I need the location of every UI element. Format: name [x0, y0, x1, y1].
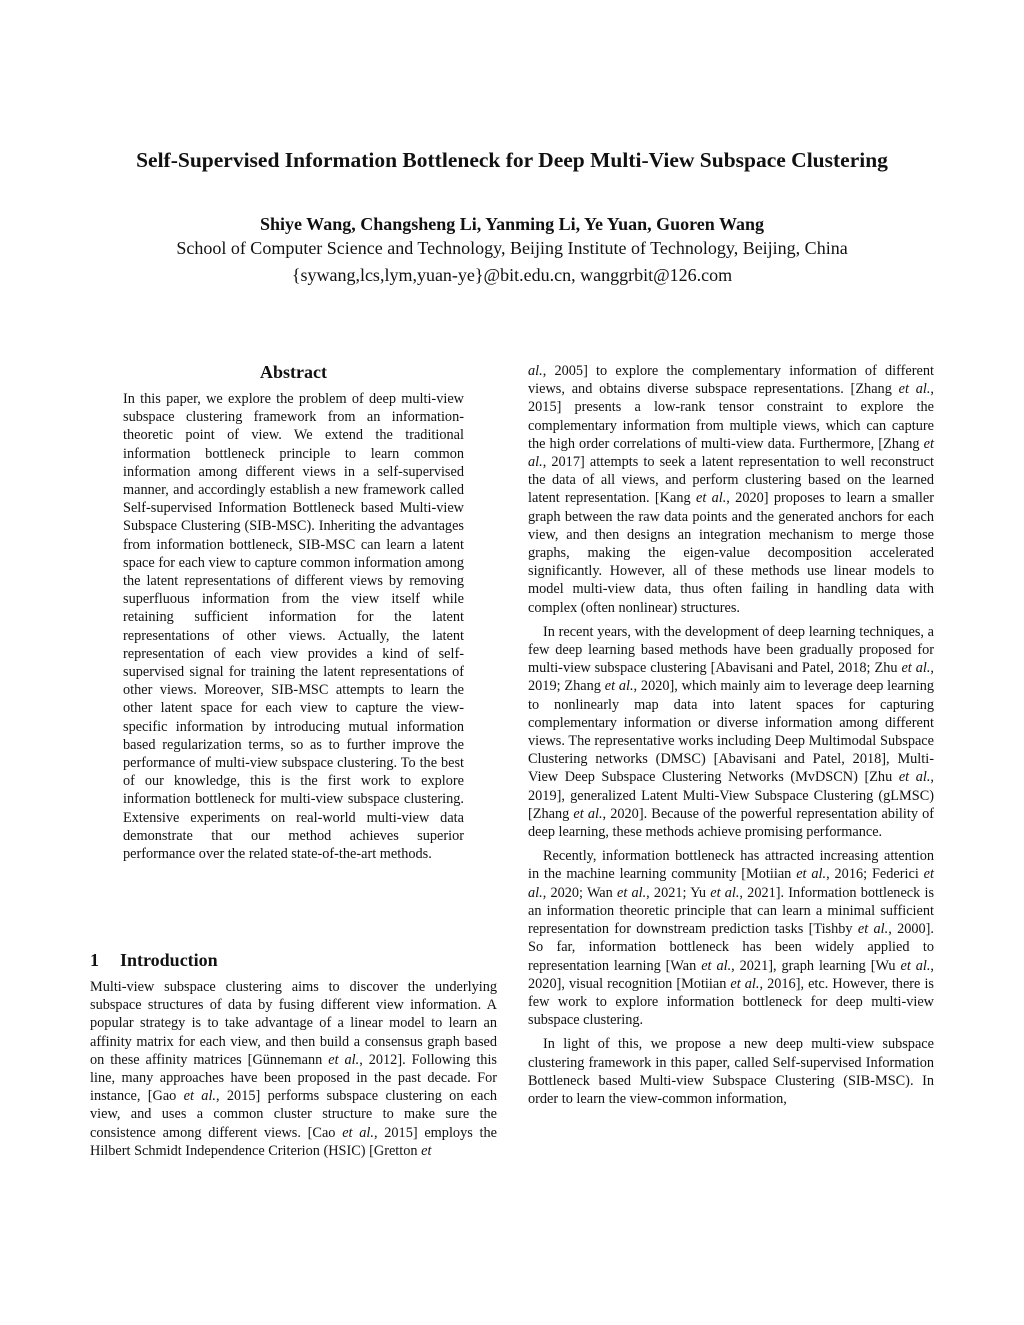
paragraph: In recent years, with the development of deep learning techniques, a few deep learning based methods have been gradually proposed for multi-view subspace clustering [Abavisani and Patel, 2018; Zhu et al., 2019; Zhang et al., 2020], which mainly aim to leverage deep learning to nonlinearly map data into latent spaces for capturing complementary information or diverse information among different views. The representative works including Deep Multimodal Subspace Clustering networks (DMSC) [Abavisani and Patel, 2018], Multi-View Deep Subspace Clustering Networks (MvDSCN) [Zhu et al., 2019], generalized Latent Multi-View Subspace Clustering (gLMSC) [Zhang et al., 2020]. Because of the powerful representation ability of deep learning, these methods achieve promising performance.	[528, 623, 935, 841]
italic-text: et al.	[701, 957, 732, 974]
italic-text: et al.	[898, 381, 931, 398]
italic-text: et al.	[730, 975, 760, 992]
italic-text: et al.	[604, 678, 634, 695]
italic-text: et al.	[857, 921, 889, 938]
affiliation: School of Computer Science and Technology, Beijing Institute of Technology, Beijing, China	[176, 238, 848, 258]
italic-text: et al.	[796, 866, 827, 883]
abstract-text: In this paper, we explore the problem of deep multi-view subspace clustering framework from an information-theoretic point of view. We extend the traditional information bottleneck principle to learn common information among different views in a self-supervised manner, and accordingly establish a new framework called Self-supervised Information Bottleneck based Multi-view Subspace Clustering (SIB-MSC). Inheriting the advantages from information bottleneck, SIB-MSC can learn a latent space for each view to capture common information among the latent representations of different views by removing superfluous information from the view itself while retaining sufficient information for the latent representations of other views. Actually, the latent representation of each view provides a kind of self-supervised signal for training the latent representations of other views. Moreover, SIB-MSC attempts to learn the other latent space for each view to capture the view-specific information by introducing mutual information based regularization terms, so as to further improve the performance of multi-view subspace clustering. To the best of our knowledge, this is the first work to explore information bottleneck for multi-view subspace clustering. Extensive experiments on real-world multi-view data demonstrate that our method achieves superior performance over the related state-of-the-art methods.	[123, 391, 464, 863]
section-number: 1	[90, 950, 99, 970]
italic-text: et al.	[183, 1088, 216, 1105]
italic-text: et al.	[710, 884, 740, 901]
italic-text: et al.	[342, 1124, 374, 1141]
italic-text: et al.	[573, 805, 603, 822]
author-emails: {sywang,lcs,lym,yuan-ye}@bit.edu.cn, wanggrbit@126.com	[291, 265, 733, 285]
section-title: Introduction	[120, 950, 218, 970]
paragraph: Multi-view subspace clustering aims to discover the underlying subspace structures of data by fusing different view information. A popular strategy is to take advantage of a linear model to learn an affinity matrix for each view, and then build a consensus graph based on these affinity matrices [Günnemann et al., 2012]. Following this line, many approaches have been proposed in the past decade. For instance, [Gao et al., 2015] performs subspace clustering on each view, and uses a common cluster structure to make sure the consistence among different views. [Cao et al., 2015] employs the Hilbert Schmidt Independence Criterion (HSIC) [Gretton et	[90, 979, 497, 1159]
italic-text: al.	[528, 363, 543, 379]
italic-text: et al.	[898, 769, 931, 786]
paragraph: In light of this, we propose a new deep multi-view subspace clustering framework in this paper, called Self-supervised Information Bottleneck based Multi-view Subspace Clustering (SIB-MSC). In order to learn the view-common information,	[528, 1036, 934, 1107]
author-list: Shiye Wang, Changsheng Li, Yanming Li, Ye Yuan, Guoren Wang	[260, 214, 764, 234]
italic-text: et al.	[328, 1051, 360, 1068]
abstract-heading: Abstract	[260, 362, 327, 382]
paper-title: Self-Supervised Information Bottleneck for Deep Multi-View Subspace Clustering	[136, 148, 888, 172]
italic-text: et al.	[616, 884, 647, 901]
section-heading	[90, 948, 497, 972]
intro-paragraph-1	[90, 978, 497, 1160]
paragraph: Recently, information bottleneck has attracted increasing attention in the machine learning community [Motiian et al., 2016; Federici et al., 2020; Wan et al., 2021; Yu et al., 2021]. Information bottleneck is an information theoretic principle that can learn a minimal sufficient representation for downstream prediction tasks [Tishby et al., 2000]. So far, information bottleneck has been widely applied to representation learning [Wan et al., 2021], graph learning [Wu et al., 2020], visual recognition [Motiian et al., 2016], etc. However, there is few work to explore information bottleneck for deep multi-view subspace clustering.	[528, 848, 935, 1029]
paragraph: al., 2005] to explore the complementary information of different views, and obtains diverse subspace representations. [Zhang et al., 2015] presents a low-rank tensor constraint to explore the complementary information from multiple views, which can capture the high order correlations of multi-view data. Furthermore, [Zhang et al., 2017] attempts to seek a latent representation to well reconstruct the data of all views, and perform clustering based on the learned latent representation. [Kang et al., 2020] proposes to learn a smaller graph between the raw data points and the generated anchors for each view, and then designs an integration mechanism to merge those graphs, making the eigen-value decomposition accelerated significantly. However, all of these methods use linear models to model multi-view data, thus often failing in handling data with complex (often nonlinear) structures.	[528, 363, 935, 616]
italic-text: et al.	[528, 435, 934, 471]
italic-text: et al.	[900, 957, 931, 974]
italic-text: et al.	[528, 866, 934, 901]
italic-text: et al.	[695, 490, 727, 507]
right-column	[528, 362, 934, 1108]
italic-text: et al.	[901, 660, 931, 677]
italic-text: et	[421, 1142, 432, 1159]
